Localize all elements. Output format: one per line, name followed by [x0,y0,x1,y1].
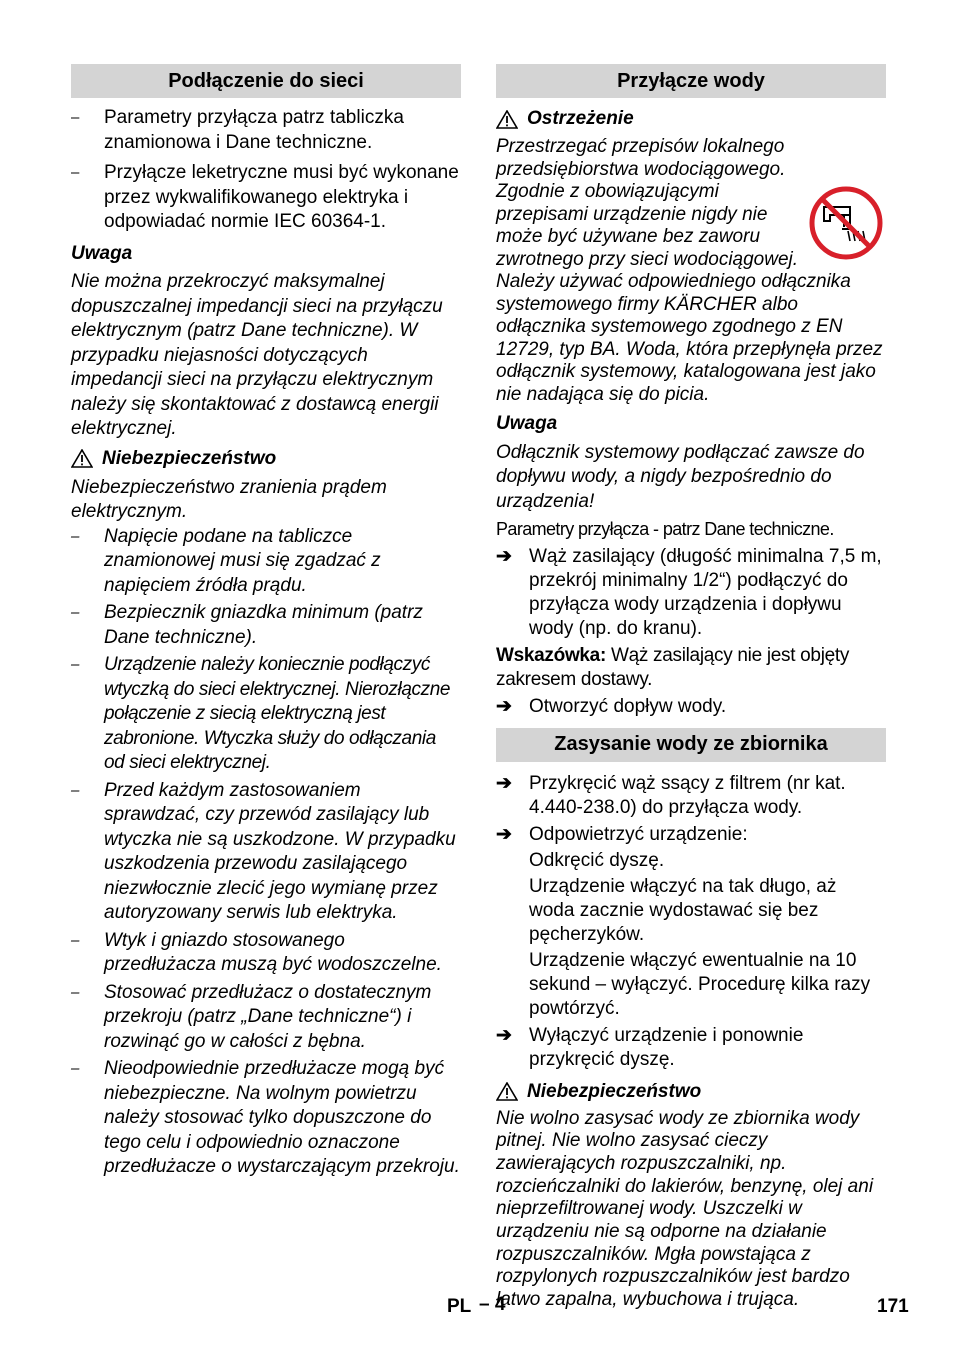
danger-text: Niebezpieczeństwo zranienia prądem elektrycznym. [71,476,387,522]
sub-step: Urządzenie włączyć ewentualnie na 10 sekund – wyłączyć. Procedurę kilka razy powtórzyć. [529,949,871,1019]
section-heading-tank: Zasysanie wody ze zbiornika [496,728,886,762]
step-item: ➔ Przykręcić wąż ssący z filtrem (nr kat. 4.440-238.0) do przyłącza wody. [496,772,846,818]
arrow-right-icon: ➔ [496,545,512,567]
sub-step: Odkręcić dyszę. [529,849,665,871]
list-item: – Nieodpowiednie przedłużacze mogą być niebezpieczne. Na wolnym powietrzu należy stosować tylko dopuszczone do tego celu i odpowiednio oznaczone przedłużacze o wystarczającym przekroju. [71,1057,461,1180]
note-text: Odłącznik systemowy podłączać zawsze do dopływu wody, a nigdy bezpośrednio do urządzenia! [496,441,865,512]
warning-text-2: Zgodnie z obowiązującymi przepisami urządzenie nigdy nie może być używane bez zaworu zwrotnego przy sieci wodociągowej. Należy używać odpowiedniego odłącznika systemowego firmy KÄRCHER albo odłącznika systemowego zgodnego z EN 12729, typ BA. Woda, która przepłynęła przez odłącznik systemowy, katalogowana jest jako nie nadająca się do picia. [496,181,883,405]
step-item: ➔ Odpowietrzyć urządzenie: [496,823,748,845]
arrow-right-icon: ➔ [496,772,512,794]
page-number: 171 [877,1296,909,1317]
left-column [71,64,461,1180]
warning-triangle-icon [496,1082,518,1101]
step-item: ➔ Wyłączyć urządzenie i ponownie przykręcić dyszę. [496,1024,804,1070]
danger-heading: Niebezpieczeństwo [496,1080,886,1104]
note-text: Nie można przekroczyć maksymalnej dopuszczalnej impedancji sieci na przyłączu elektrycznym (patrz Dane techniczne). W przypadku niejasności dotyczących impedancji sieci na przyłączu elektrycznym należy się skontaktować z dostawcą energii elektrycznej. [71,271,443,439]
footer-local-page: – 4 [479,1294,506,1315]
list-item: – Wtyk i gniazdo stosowanego przedłużacza muszą być wodoszczelne. [71,929,461,978]
warning-text: Przestrzegać przepisów lokalnego przedsiębiorstwa wodociągowego. [496,136,786,180]
right-column [496,64,886,1312]
danger-heading: Niebezpieczeństwo [71,447,461,471]
hint-text: Wskazówka: Wąż zasilający nie jest objęty zakresem dostawy. [496,644,850,690]
sub-step: Urządzenie włączyć na tak długo, aż woda zacznie wydostawać się bez pęcherzyków. [529,875,837,945]
list-item: – Bezpiecznik gniazdka minimum (patrz Dane techniczne). [71,601,461,650]
no-drinking-water-icon [808,185,884,261]
warning-heading: Ostrzeżenie [496,107,886,131]
footer-lang: PL [447,1296,472,1317]
warning-triangle-icon [71,449,93,468]
list-item: – Stosować przedłużacz o dostatecznym przekroju (patrz „Dane techniczne“) i rozwinąć go w całości z bębna. [71,981,461,1055]
arrow-right-icon: ➔ [496,823,512,845]
note-title: Uwaga [71,242,133,264]
list-item: – Urządzenie należy koniecznie podłączyć wtyczką do sieci elektrycznej. Nierozłączne połączenie z siecią elektryczną jest zabronione. Wtyczka służy do odłączania od sieci elektrycznej. [71,653,461,776]
params-text: Parametry przyłącza - patrz Dane techniczne. [496,519,834,539]
warning-triangle-icon [496,110,518,129]
list-item: – Przyłącze leketryczne musi być wykonane przez wykwalifikowanego elektryka i odpowiadać normie IEC 60364-1. [71,161,461,235]
arrow-right-icon: ➔ [496,695,512,717]
step-item: ➔ Wąż zasilający (długość minimalna 7,5 m, przekrój minimalny 1/2“) podłączyć do przyłącza wody urządzenia i dopływu wody (np. do kranu). [496,545,882,639]
danger-text: Nie wolno zasysać wody ze zbiornika wody pitnej. Nie wolno zasysać cieczy zawierających rozpuszczalniki, np. rozcieńczalniki do lakierów, benzynę, olej ani nieprzefiltrowanej wody. Uszczelki w urządzeniu nie są odporne na działanie rozpuszczalników. Mgła powstająca z rozpylonych rozpuszczalników jest bardzo łatwo zapalna, wybuchowa i trująca. [496,1107,874,1311]
arrow-right-icon: ➔ [496,1024,512,1046]
list-item: – Przed każdym zastosowaniem sprawdzać, czy przewód zasilający lub wtyczka nie są uszkodzone. W przypadku uszkodzenia przewodu zasilającego niezwłocznie zlecić jego wymianę przez autoryzowany serwis lub elektryka. [71,779,461,926]
note-title: Uwaga [496,413,558,434]
step-item: ➔ Otworzyć dopływ wody. [496,695,727,717]
list-item: – Napięcie podane na tabliczce znamionowej musi się zgadzać z napięciem źródła prądu. [71,525,461,599]
list-item: – Parametry przyłącza patrz tabliczka znamionowa i Dane techniczne. [71,106,461,155]
section-heading-power: Podłączenie do sieci [71,64,461,98]
section-heading-water: Przyłącze wody [496,64,886,98]
